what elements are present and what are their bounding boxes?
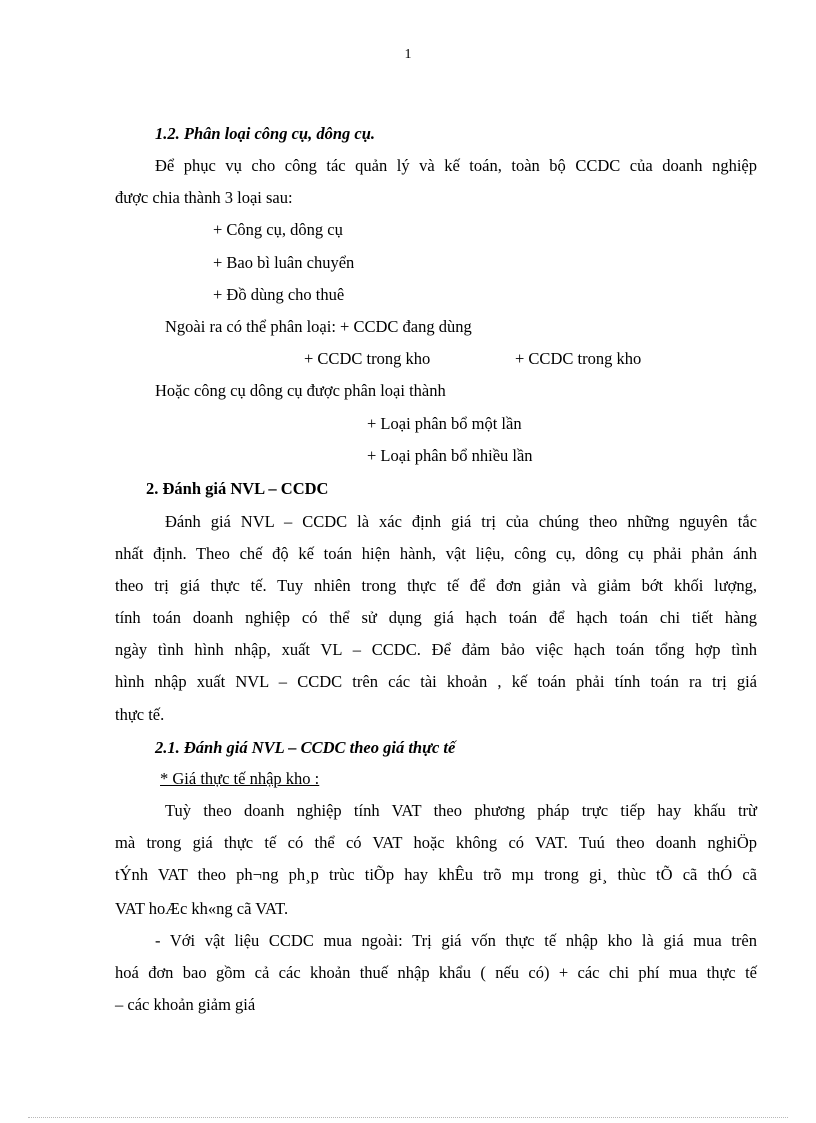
paragraph-2-line: thực tế.: [115, 705, 165, 724]
footer-divider: [28, 1117, 788, 1118]
list-item: + Bao bì luân chuyển: [213, 253, 355, 272]
paragraph-3-line: Tuỳ theo doanh nghiệp tính VAT theo phương pháp trực tiếp hay khấu trừ: [165, 801, 757, 820]
list-item: + Đồ dùng cho thuê: [213, 285, 345, 304]
paragraph-4-line: hoá đơn bao gồm cả các khoản thuế nhập khẩu ( nếu có) + các chi phí mua thực tế: [115, 963, 757, 982]
paragraph-4-line: - Với vật liệu CCDC mua ngoài: Trị giá vốn thực tế nhập kho là giá mua trên: [155, 931, 757, 950]
paragraph-3-line: tÝnh VAT theo ph¬ng ph¸p trùc tiÕp hay khÊu trõ mµ trong gi¸ thùc tÕ cã thÓ cã: [115, 865, 757, 884]
paragraph-2-line: ngày tình hình nhập, xuất VL – CCDC. Để đảm bảo việc hạch toán tổng hợp tình: [115, 640, 757, 659]
alternative-classification-line: Hoặc công cụ dông cụ được phân loại thành: [155, 381, 446, 400]
paragraph-1-line-2: được chia thành 3 loại sau:: [115, 188, 293, 207]
page-number: 1: [404, 47, 412, 62]
other-classification-line-1: Ngoài ra có thể phân loại: + CCDC đang dùng: [165, 317, 472, 336]
paragraph-3-line: mà trong giá thực tế có thể có VAT hoặc không có VAT. Tuú theo doanh nghiÖp: [115, 833, 757, 852]
paragraph-2-line: nhất định. Theo chế độ kế toán hiện hành, vật liệu, công cụ, dông cụ phải phản ánh: [115, 544, 757, 563]
section-heading-2: 2. Đánh giá NVL – CCDC: [146, 479, 329, 498]
section-heading-1-2: 1.2. Phân loại công cụ, dông cụ.: [155, 124, 376, 143]
paragraph-2-line: Đánh giá NVL – CCDC là xác định giá trị của chúng theo những nguyên tắc: [165, 512, 757, 531]
list-item: + Loại phân bổ nhiều lần: [367, 446, 533, 465]
list-item: + Loại phân bổ một lần: [367, 414, 522, 433]
paragraph-3-line: VAT hoÆc kh«ng cã VAT.: [115, 899, 289, 918]
paragraph-2-line: hình nhập xuất NVL – CCDC trên các tài khoản , kế toán phải tính toán ra trị giá: [115, 672, 757, 691]
subheading-actual-price: * Giá thực tế nhập kho :: [160, 769, 320, 788]
paragraph-4-line: – các khoản giảm giá: [115, 995, 256, 1014]
paragraph-2-line: tính toán doanh nghiệp có thể sử dụng giá hạch toán để hạch toán chi tiết hàng: [115, 608, 757, 627]
other-classification-item: + CCDC trong kho: [304, 349, 431, 368]
paragraph-2-line: theo trị giá thực tế. Tuy nhiên trong thực tế để đơn giản và giảm bớt khối lượng,: [115, 576, 757, 595]
paragraph-1-line-1: Để phục vụ cho công tác quản lý và kế toán, toàn bộ CCDC của doanh nghiệp: [155, 156, 757, 175]
section-heading-2-1: 2.1. Đánh giá NVL – CCDC theo giá thực tế: [155, 738, 456, 757]
other-classification-item: + CCDC trong kho: [515, 349, 642, 368]
list-item: + Công cụ, dông cụ: [213, 220, 343, 239]
